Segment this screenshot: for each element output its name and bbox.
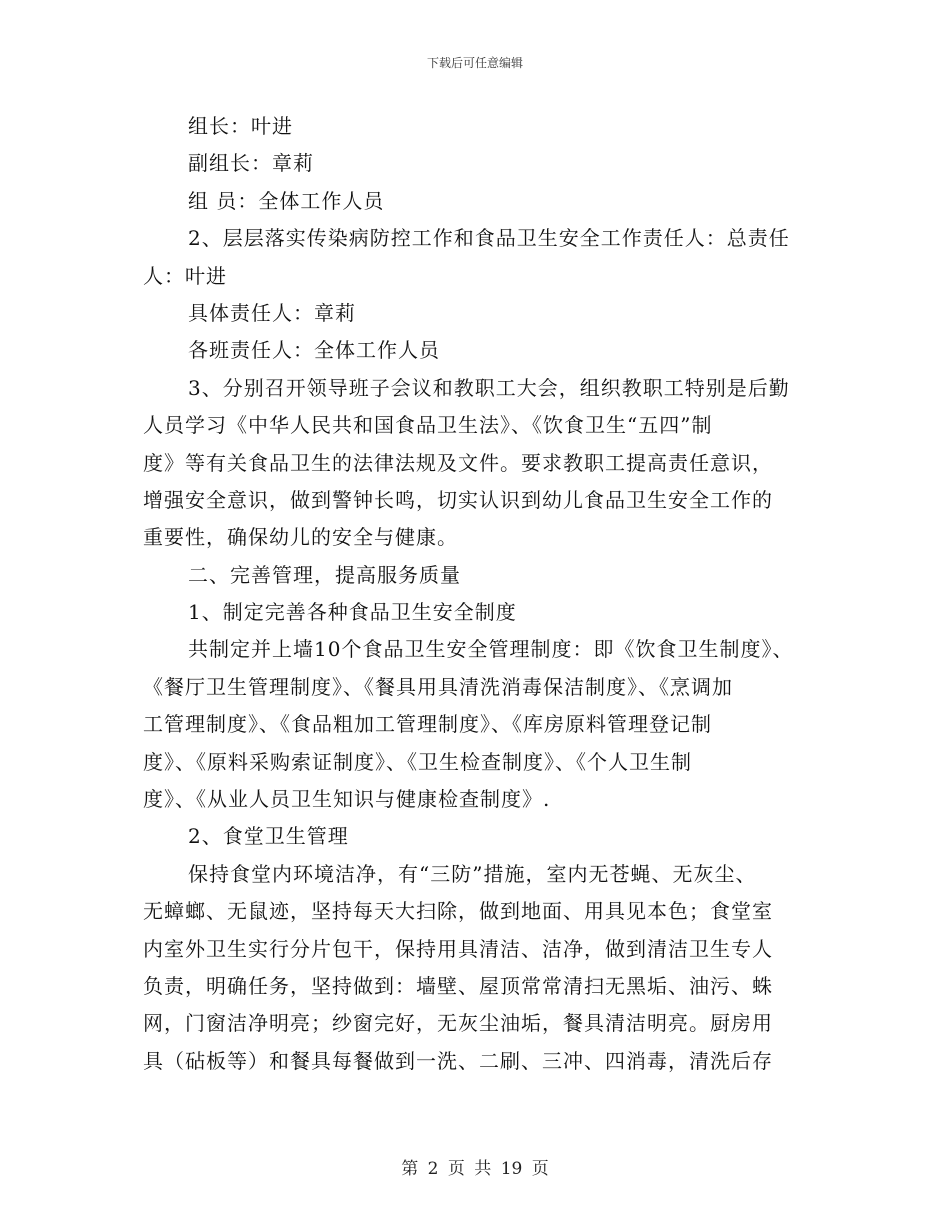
text-line: 3、分别召开领导班子会议和教职工大会，组织教职工特别是后勤	[188, 375, 790, 400]
text-line: 保持食堂内环境洁净，有“三防”措施，室内无苍蝇、无灰尘、	[188, 861, 757, 886]
text-line: 组 员：全体工作人员	[188, 188, 385, 213]
text-line: 1、制定完善各种食品卫生安全制度	[188, 600, 517, 625]
text-line: 人员学习《中华人民共和国食品卫生法》、《饮食卫生“五四”制	[143, 413, 713, 438]
text-line: 无蟑螂、无鼠迹，坚持每天大扫除，做到地面、用具见本色；食堂室	[143, 899, 773, 924]
text-line: 二、完善管理，提高服务质量	[188, 562, 461, 587]
text-line: 重要性，确保幼儿的安全与健康。	[143, 525, 458, 550]
text-line: 2、层层落实传染病防控工作和食品卫生安全工作责任人：总责任	[188, 226, 790, 251]
text-line: 组长：叶进	[188, 114, 293, 138]
text-line: 各班责任人：全体工作人员	[188, 338, 440, 363]
text-line: 2、食堂卫生管理	[188, 824, 349, 849]
text-line: 度》等有关食品卫生的法律法规及文件。要求教职工提高责任意识，	[143, 450, 773, 475]
page-header: 下载后可任意编辑	[426, 56, 523, 70]
text-line: 副组长：章莉	[188, 151, 314, 176]
body-text	[143, 108, 823, 1080]
text-line: 增强安全意识，做到警钟长鸣，切实认识到幼儿食品卫生安全工作的	[143, 487, 773, 512]
text-line: 内室外卫生实行分片包干，保持用具清洁、洁净，做到清洁卫生专人	[143, 936, 773, 961]
text-line: 负责，明确任务，坚持做到：墙壁、屋顶常常清扫无黑垢、油污、蛛	[143, 973, 773, 998]
text-line: 网，门窗洁净明亮；纱窗完好，无灰尘油垢，餐具清洁明亮。厨房用	[143, 1011, 773, 1036]
text-line: 度》、《从业人员卫生知识与健康检查制度》.	[143, 787, 551, 812]
text-line: 人：叶进	[143, 263, 227, 288]
text-line: 具（砧板等）和餐具每餐做到一洗、二刷、三冲、四消毒，清洗后存	[143, 1048, 773, 1073]
text-line: 工管理制度》、《食品粗加工管理制度》、《库房原料管理登记制	[143, 712, 712, 737]
page-footer: 第 2 页 共 19 页	[401, 1159, 549, 1179]
text-line: 度》、《原料采购索证制度》、《卫生检查制度》、《个人卫生制	[143, 749, 692, 774]
text-line: 具体责任人：章莉	[188, 300, 356, 325]
text-line: 《餐厅卫生管理制度》、《餐具用具清洗消毒保洁制度》、《烹调加	[143, 674, 733, 699]
text-line: 共制定并上墙10个食品卫生安全管理制度：即《饮食卫生制度》、	[188, 637, 794, 662]
